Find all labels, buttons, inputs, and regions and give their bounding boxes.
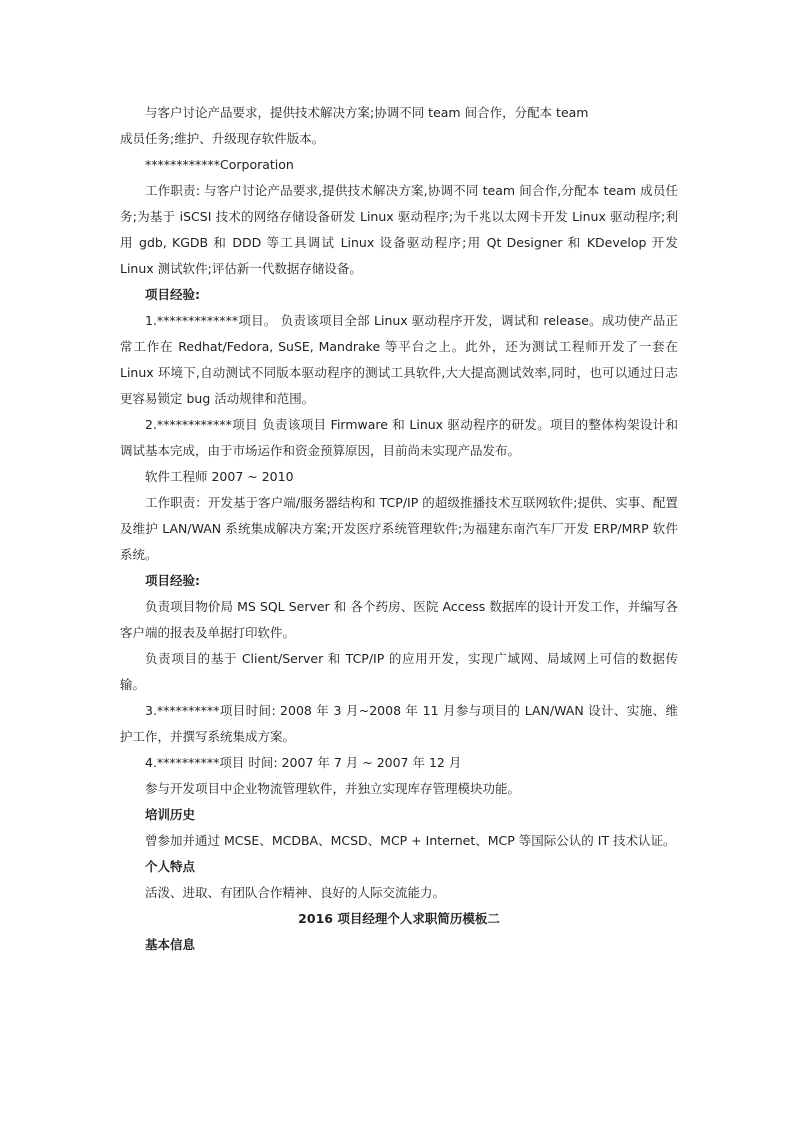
project-item-1: 1.*************项目。 负责该项目全部 Linux 驱动程序开发，调试和 release。成功使产品正常工作在 Redhat/Fedora, SuSE, Mandrake 等平台之上。此外，还为测试工程师开发了一套在 Linux 环境下,自动测试不同版本驱动程序的测试工具软件,大大提高测试效率,同时，也可以通过日志更容易锁定 bug 活动规律和范围。 [120, 313, 678, 406]
traits-text: 活泼、进取、有团队合作精神、良好的人际交流能力。 [145, 885, 446, 900]
section-heading-traits: 个人特点 [145, 859, 196, 874]
project-item-cs: 负责项目的基于 Client/Server 和 TCP/IP 的应用开发，实现广域网、局域网上可信的数据传输。 [120, 651, 678, 692]
document-body [120, 100, 678, 958]
project-item-db: 负责项目物价局 MS SQL Server 和 各个药房、医院 Access 数据库的设计开发工作，并编写各客户端的报表及单据打印软件。 [120, 599, 678, 640]
document-title: 2016 项目经理个人求职简历模板二 [298, 911, 500, 926]
project-item-2: 2.************项目 负责该项目 Firmware 和 Linux 驱动程序的研发。项目的整体构架设计和调试基本完成，由于市场运作和资金预算原因，目前尚未实现产品发布。 [120, 417, 678, 458]
project-item-4-detail: 参与开发项目中企业物流管理软件，并独立实现库存管理模块功能。 [145, 781, 521, 796]
section-heading-training: 培训历史 [145, 807, 196, 822]
paragraph-duties-1: 与客户讨论产品要求，提供技术解决方案;协调不同 team 间合作，分配本 team [145, 105, 589, 120]
training-text: 曾参加并通过 MCSE、MCDBA、MCSD、MCP + Internet、MCP 等国际公认的 IT 技术认证。 [145, 833, 676, 848]
project-item-3: 3.**********项目时间: 2008 年 3 月~2008 年 11 月参与项目的 LAN/WAN 设计、实施、维护工作，并撰写系统集成方案。 [120, 703, 678, 744]
paragraph-duties-1-cont: 成员任务;维护、升级现存软件版本。 [120, 131, 325, 146]
section-heading-basic-info: 基本信息 [145, 937, 196, 952]
paragraph-duties-3: 工作职责：开发基于客户端/服务器结构和 TCP/IP 的超级推播技术互联网软件;提供、实事、配置及维护 LAN/WAN 系统集成解决方案;开发医疗系统管理软件;为福建东南汽车厂开发 ERP/MRP 软件系统。 [120, 495, 678, 562]
paragraph-duties-2: 工作职责: 与客户讨论产品要求,提供技术解决方案,协调不同 team 间合作,分配本 team 成员任务;为基于 iSCSI 技术的网络存储设备研发 Linux 驱动程序;为千兆以太网卡开发 Linux 驱动程序;利用 gdb, KGDB 和 DDD 等工具调试 Linux 设备驱动程序;用 Qt Designer 和 KDevelop 开发 Linux 测试软件;评估新一代数据存储设备。 [120, 183, 678, 276]
company-name: ************Corporation [145, 157, 294, 172]
section-heading-projects-2: 项目经验: [145, 573, 200, 588]
project-item-4: 4.**********项目 时间: 2007 年 7 月 ~ 2007 年 12 月 [145, 755, 462, 770]
section-heading-projects-1: 项目经验: [145, 287, 200, 302]
job-title-period: 软件工程师 2007 ~ 2010 [145, 469, 294, 484]
